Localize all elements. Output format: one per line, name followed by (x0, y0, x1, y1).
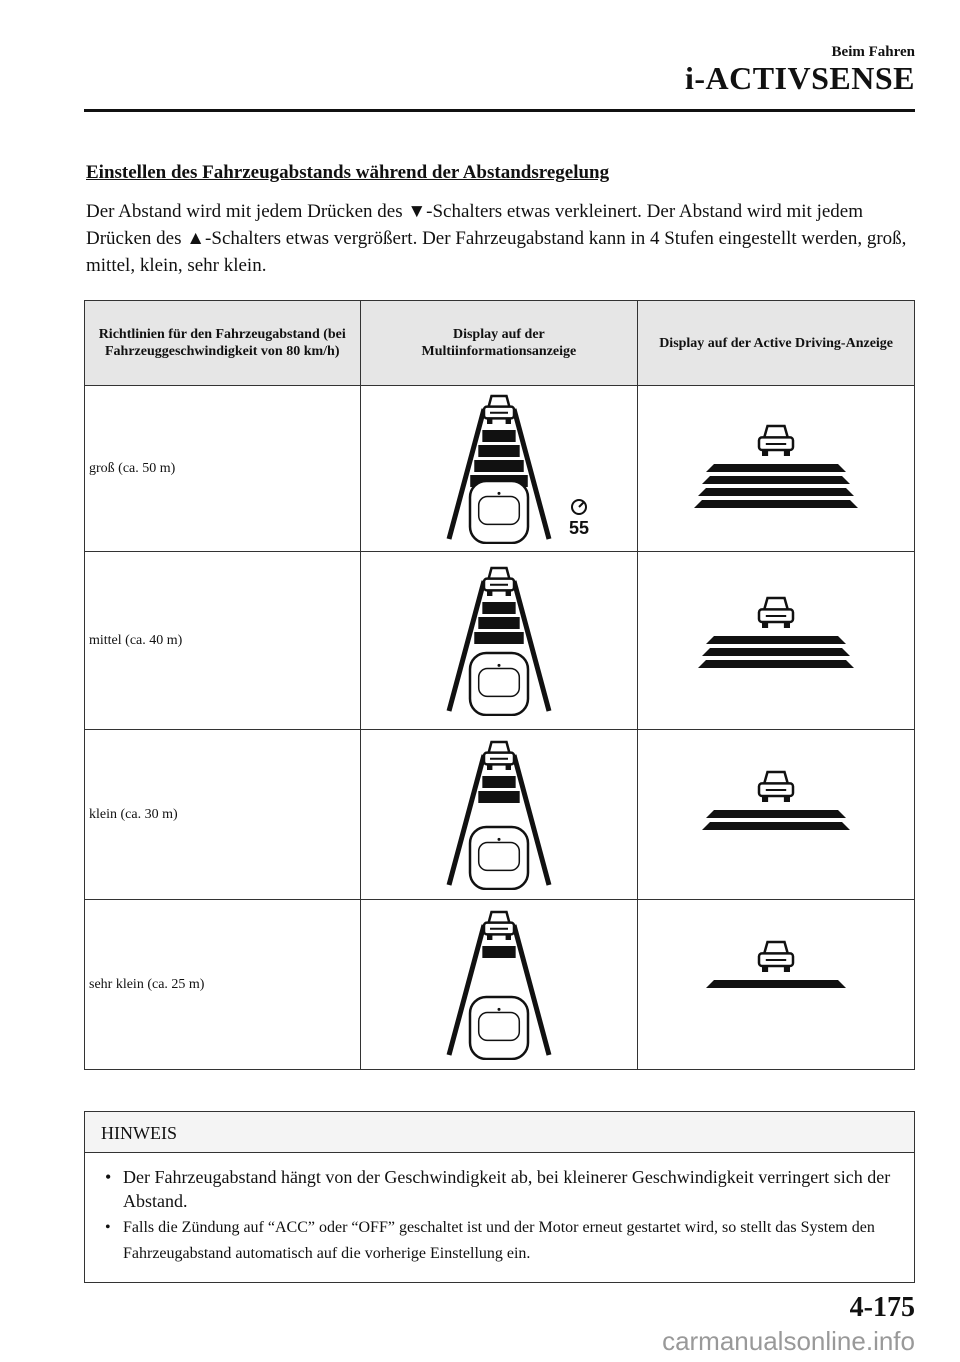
multiinfo-display (360, 900, 638, 1070)
distance-bar (478, 617, 519, 629)
note-box (84, 1111, 915, 1283)
distance-bar (702, 648, 850, 656)
multiinfo-display (360, 552, 638, 730)
lead-car-icon (759, 772, 793, 802)
distance-label: klein (ca. 30 m) (85, 730, 361, 900)
distance-bar (482, 602, 515, 614)
distance-label: groß (ca. 50 m) (85, 386, 361, 552)
note-item (85, 1215, 914, 1267)
distance-bar (702, 822, 850, 830)
table-header-row (85, 301, 915, 386)
own-car-icon (470, 653, 528, 715)
body-paragraph: Der Abstand wird mit jedem Drücken des ▼-Schalters etwas verkleinert. Der Abstand wird mit jedem Drücken des ▲-Schalters etwas vergrößert. Der Fahrzeugabstand kann in 4 Stufen eingestellt werden, groß, mittel, klein, sehr klein. (86, 201, 907, 276)
distance-table (84, 300, 915, 1070)
note-item (85, 1165, 914, 1213)
table-row (85, 900, 915, 1070)
own-car-icon (470, 481, 528, 543)
multiinfo-display (360, 386, 638, 552)
subheading: Einstellen des Fahrzeugabstands während der Abstandsregelung (86, 162, 610, 183)
bullet-icon: • (105, 1167, 112, 1187)
note-text: Falls die Zündung auf “ACC” oder “OFF” geschaltet ist und der Motor erneut gestartet wird, so stellt das System den Fahrzeugabstand automatisch auf die vorherige Einstellung ein. (123, 1219, 875, 1262)
watermark: carmanualsonline.info (662, 1326, 915, 1356)
col-header-guideline: Richtlinien für den Fahrzeugabstand (bei Fahrzeuggeschwindigkeit von 80 km/h) (85, 301, 361, 386)
distance-bar (706, 636, 846, 644)
distance-bar (694, 500, 858, 508)
distance-bar (706, 464, 846, 472)
distance-bar (482, 776, 515, 788)
distance-bar (702, 476, 850, 484)
active-driving-display (638, 386, 915, 552)
distance-bar (474, 632, 523, 644)
multiinfo-display (360, 730, 638, 900)
active-driving-display (638, 900, 915, 1070)
active-driving-display (638, 730, 915, 900)
distance-bar (482, 946, 515, 958)
table-row (85, 730, 915, 900)
speed-readout: 55 (568, 517, 589, 538)
lead-car-icon (484, 396, 514, 424)
active-driving-display (638, 552, 915, 730)
own-car-icon (470, 997, 528, 1059)
chapter-title: i-ACTIVSENSE (684, 60, 915, 96)
distance-bar (698, 660, 854, 668)
cruise-icon (572, 500, 586, 514)
note-title: HINWEIS (85, 1112, 914, 1153)
distance-bar (698, 488, 854, 496)
lead-car-icon (759, 942, 793, 972)
page-number: 4-175 (849, 1292, 915, 1323)
lead-car-icon (484, 912, 514, 940)
distance-label: mittel (ca. 40 m) (85, 552, 361, 730)
distance-bar (474, 460, 523, 472)
header-divider (84, 109, 915, 112)
note-text: Der Fahrzeugabstand hängt von der Geschwindigkeit ab, bei kleinerer Geschwindigkeit verringert sich der Abstand. (123, 1167, 891, 1211)
col-header-multiinfo: Display auf der Multiinformationsanzeige (360, 301, 638, 386)
distance-bar (482, 430, 515, 442)
table-row (85, 552, 915, 730)
table-row (85, 386, 915, 552)
section-label: Beim Fahren (831, 44, 915, 60)
lead-car-icon (484, 568, 514, 596)
lead-car-icon (484, 742, 514, 770)
distance-bar (478, 791, 519, 803)
lead-car-icon (759, 598, 793, 628)
distance-bar (706, 980, 846, 988)
distance-bar (706, 810, 846, 818)
col-header-active-driving: Display auf der Active Driving-Anzeige (638, 301, 915, 386)
distance-label: sehr klein (ca. 25 m) (85, 900, 361, 1070)
own-car-icon (470, 827, 528, 889)
bullet-icon: • (105, 1219, 111, 1236)
distance-bar (478, 445, 519, 457)
lead-car-icon (759, 426, 793, 456)
